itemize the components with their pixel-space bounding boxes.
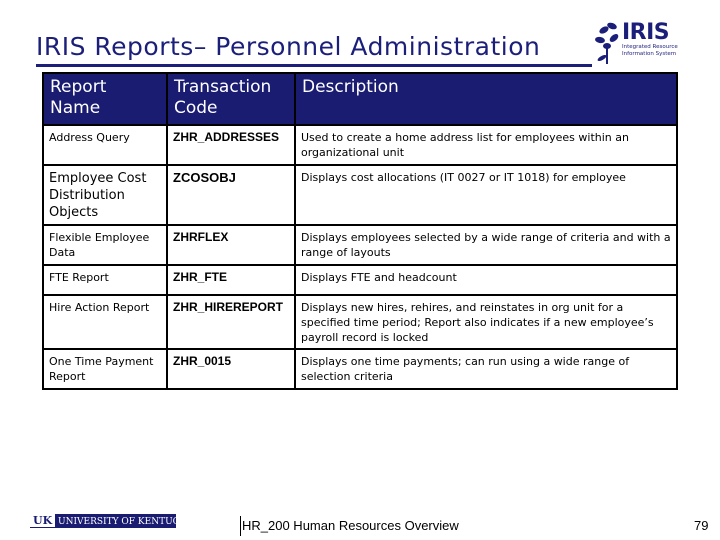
cell-report-name: FTE Report [43, 265, 167, 295]
logo-word: IRIS [622, 20, 670, 45]
reports-table [42, 72, 678, 390]
cell-report-name: One Time Payment Report [43, 349, 167, 389]
logo-subtitle: Integrated Resource Information System [622, 44, 678, 57]
university-name: UNIVERSITY OF KENTUCKY [58, 517, 192, 527]
table-row [43, 125, 677, 165]
table-row [43, 165, 677, 225]
cell-description: Displays new hires, rehires, and reinstates in org unit for a specified time period; Report also indicates if a new employee’s payroll record is locked [295, 295, 677, 349]
university-logo [30, 514, 192, 528]
page-number: 79 [694, 518, 709, 533]
table-row [43, 265, 677, 295]
table-row [43, 225, 677, 265]
cell-report-name: Address Query [43, 125, 167, 165]
cell-description: Displays employees selected by a wide range of criteria and with a range of layouts [295, 225, 677, 265]
cell-report-name: Flexible Employee Data [43, 225, 167, 265]
cell-transaction-code: ZCOSOBJ [167, 165, 295, 225]
cell-description: Displays one time payments; can run using a wide range of selection criteria [295, 349, 677, 389]
page-title: IRIS Reports– Personnel Administration [36, 32, 541, 61]
cell-report-name: Employee Cost Distribution Objects [43, 165, 167, 225]
cell-transaction-code: ZHR_0015 [167, 349, 295, 389]
cell-transaction-code: ZHR_HIREREPORT [167, 295, 295, 349]
cell-transaction-code: ZHRFLEX [167, 225, 295, 265]
title-underline [36, 64, 592, 67]
header-description: Description [295, 73, 677, 125]
footer-course: HR_200 Human Resources Overview [242, 518, 459, 533]
cell-description: Displays cost allocations (IT 0027 or IT 1018) for employee [295, 165, 677, 225]
table-row [43, 295, 677, 349]
cell-description: Used to create a home address list for employees within an organizational unit [295, 125, 677, 165]
cell-description: Displays FTE and headcount [295, 265, 677, 295]
header-report-name: Report Name [43, 73, 167, 125]
cell-transaction-code: ZHR_ADDRESSES [167, 125, 295, 165]
table-header-row [43, 73, 677, 125]
table-row [43, 349, 677, 389]
cell-transaction-code: ZHR_FTE [167, 265, 295, 295]
cell-report-name: Hire Action Report [43, 295, 167, 349]
footer-divider [240, 516, 241, 536]
uk-mark: UK [30, 514, 55, 527]
header-transaction-code: Transaction Code [167, 73, 295, 125]
